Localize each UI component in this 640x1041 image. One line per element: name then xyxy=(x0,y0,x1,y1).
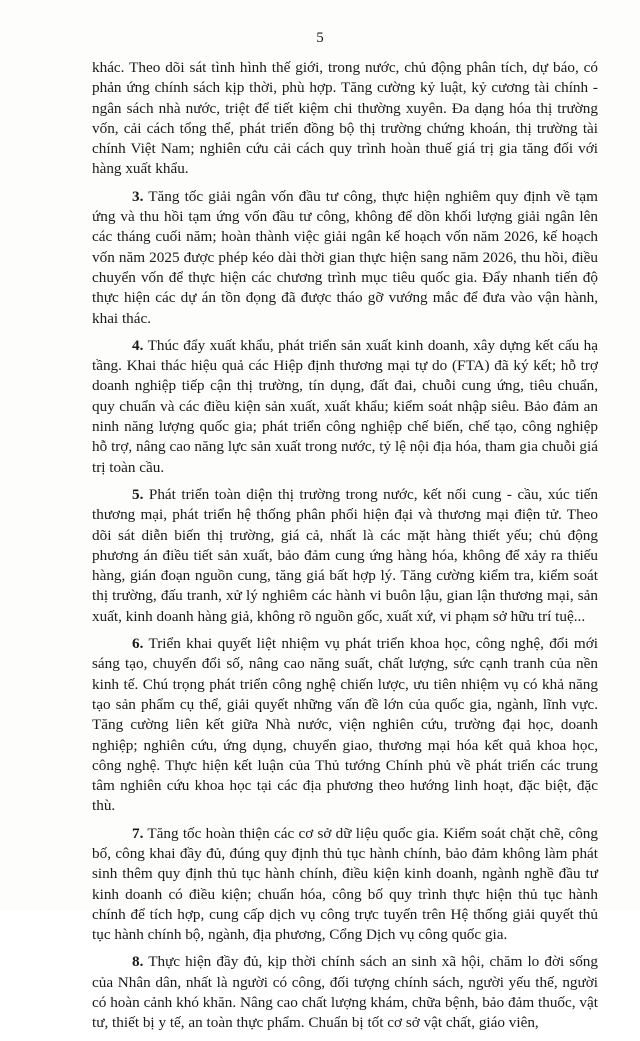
paragraph-text: Phát triển toàn diện thị trường trong nước, kết nối cung - cầu, xúc tiến thương mại, phát triển hệ thống phân phối hiện đại và thương mại điện tử. Theo dõi sát diễn biến thị trường, giá cả, nhất là các mặt hàng thiết yếu; chủ động phương án điều tiết sản xuất, bảo đảm cung ứng hàng hóa, không để xảy ra thiếu hàng, gián đoạn nguồn cung, tăng giá bất hợp lý. Tăng cường kiểm tra, kiểm soát thị trường, đấu tranh, xử lý nghiêm các hành vi buôn lậu, gian lận thương mại, sản xuất, kinh doanh hàng giả, không rõ nguồn gốc, xuất xứ, vi phạm sở hữu trí tuệ... xyxy=(92,485,598,625)
paragraph-3 xyxy=(92,187,598,329)
paragraph-4 xyxy=(92,336,598,478)
paragraph-number: 3. xyxy=(132,187,144,205)
page-number: 5 xyxy=(316,30,324,46)
paragraph-text: Thúc đẩy xuất khẩu, phát triển sản xuất kinh doanh, xây dựng kết cấu hạ tầng. Khai thác hiệu quả các Hiệp định thương mại tự do (FTA) đã ký kết; hỗ trợ doanh nghiệp tiếp cận thị trường, tín dụng, đất đai, chuỗi cung ứng, tiêu chuẩn, quy chuẩn và các điều kiện sản xuất, xuất khẩu; kiểm soát nhập siêu. Bảo đảm an ninh năng lượng quốc gia; phát triển công nghiệp chế biến, chế tạo, công nghiệp hỗ trợ, nâng cao năng lực sản xuất trong nước, tỷ lệ nội địa hóa, tham gia chuỗi giá trị toàn cầu. xyxy=(92,336,598,476)
paragraph-text: Thực hiện đầy đủ, kịp thời chính sách an sinh xã hội, chăm lo đời sống của Nhân dân, nhất là người có công, đối tượng chính sách, người yếu thế, người có hoàn cảnh khó khăn. Nâng cao chất lượng khám, chữa bệnh, bảo đảm thuốc, vật tư, thiết bị y tế, an toàn thực phẩm. Chuẩn bị tốt cơ sở vật chất, giáo viên, xyxy=(92,953,598,1032)
paragraph-number: 7. xyxy=(132,824,144,842)
paragraph-number: 4. xyxy=(132,336,144,354)
paragraph-7 xyxy=(92,824,598,946)
paragraph-continuation xyxy=(92,58,598,180)
paragraph-text: Triển khai quyết liệt nhiệm vụ phát triển khoa học, công nghệ, đổi mới sáng tạo, chuyển đổi số, nâng cao năng suất, chất lượng, sức cạnh tranh của nền kinh tế. Chú trọng phát triển công nghệ chiến lược, ưu tiên nhiệm vụ có khả năng tạo sản phẩm cụ thể, giải quyết những vấn đề lớn của quốc gia, ngành, lĩnh vực. Tăng cường liên kết giữa Nhà nước, viện nghiên cứu, trường đại học, doanh nghiệp; nghiên cứu, ứng dụng, chuyển giao, thương mại hóa kết quả khoa học, công nghệ. Thực hiện kết luận của Thủ tướng Chính phủ về phát triển các trung tâm nghiên cứu khoa học tại các địa phương theo hướng linh hoạt, đặc biệt, đặc thù. xyxy=(92,635,598,815)
paragraph-text: Tăng tốc giải ngân vốn đầu tư công, thực hiện nghiêm quy định về tạm ứng và thu hồi tạm ứng vốn đầu tư công, không để dồn khối lượng giải ngân lên các tháng cuối năm; hoàn thành việc giải ngân kế hoạch vốn năm 2026, kế hoạch vốn năm 2025 được phép kéo dài thời gian thực hiện sang năm 2026, thu hồi, điều chuyển vốn để thực hiện các chương trình mục tiêu quốc gia. Đẩy nhanh tiến độ thực hiện các dự án tồn đọng đã được tháo gỡ vướng mắc để đưa vào vận hành, khai thác. xyxy=(92,187,598,327)
paragraph-number: 8. xyxy=(132,953,144,971)
paragraph-text: Tăng tốc hoàn thiện các cơ sở dữ liệu quốc gia. Kiểm soát chặt chẽ, công bố, công khai đầy đủ, đúng quy định thủ tục hành chính, bảo đảm không làm phát sinh thêm quy định thủ tục hành chính, điều kiện kinh doanh, ngành nghề đầu tư kinh doanh có điều kiện; chuẩn hóa, công bố quy trình thực hiện thủ tục hành chính để tích hợp, cung cấp dịch vụ công trực tuyến trên Hệ thống giải quyết thủ tục hành chính bộ, ngành, địa phương, Cổng Dịch vụ công quốc gia. xyxy=(92,824,598,944)
paragraph-8 xyxy=(92,952,598,1033)
paragraph-number: 6. xyxy=(132,635,144,653)
document-body xyxy=(92,58,598,1041)
paragraph-number: 5. xyxy=(132,485,144,503)
paragraph-6 xyxy=(92,634,598,817)
paragraph-text: khác. Theo dõi sát tình hình thế giới, trong nước, chủ động phân tích, dự báo, có phản ứng chính sách kịp thời, phù hợp. Tăng cường kỷ luật, kỷ cương tài chính - ngân sách nhà nước, triệt để tiết kiệm chi thường xuyên. Đa dạng hóa thị trường vốn, cải cách tổng thể, phát triển đồng bộ thị trường chứng khoán, thị trường tài chính Việt Nam; nghiên cứu cải cách quy trình hoàn thuế giá trị gia tăng đối với hàng xuất khẩu. xyxy=(92,59,598,178)
paragraph-5 xyxy=(92,485,598,627)
